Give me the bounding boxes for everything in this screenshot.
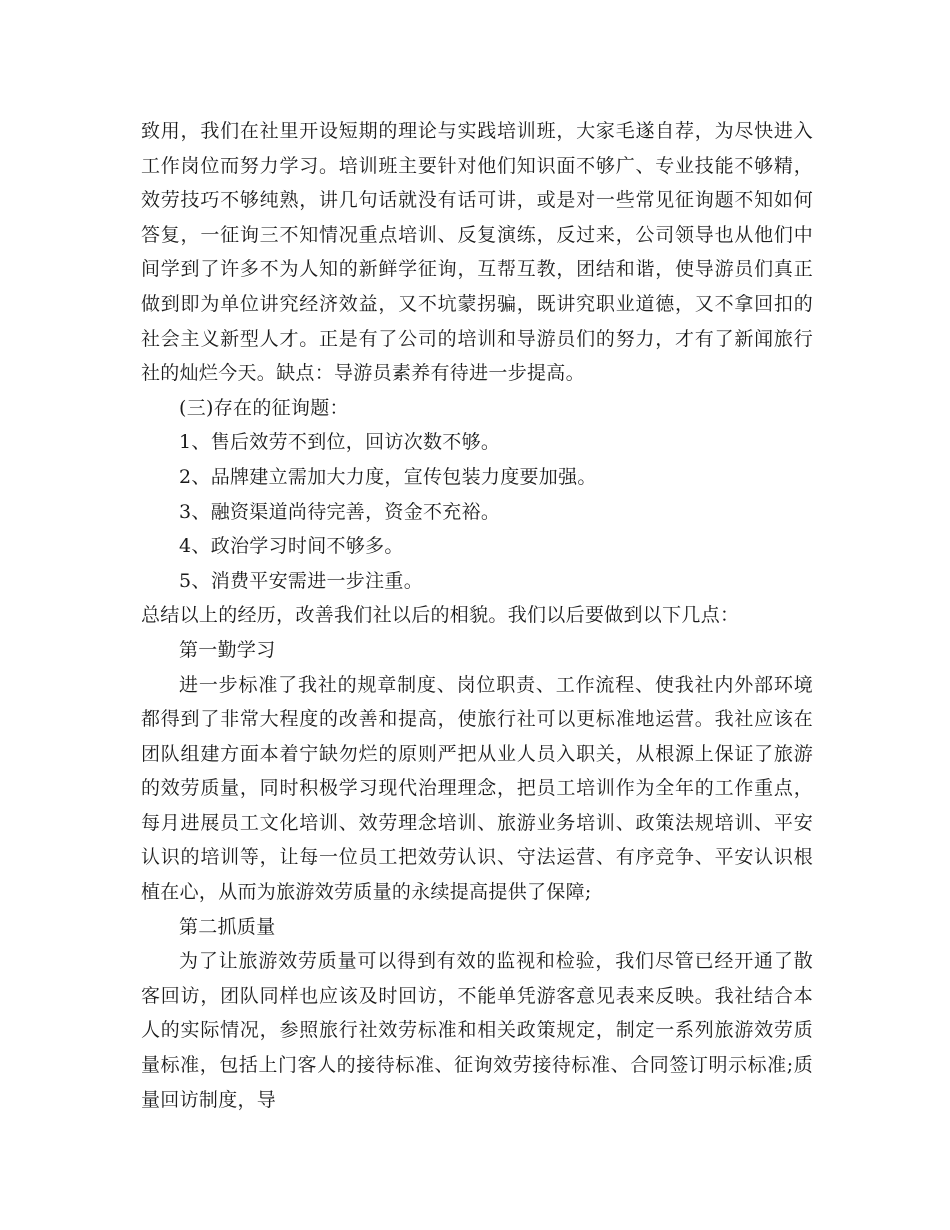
paragraph-study: 进一步标准了我社的规章制度、岗位职责、工作流程、使我社内外部环境都得到了非常大程度的改善和提高，使旅行社可以更标准地运营。我社应该在团队组建方面本着宁缺勿烂的原则严把从业人员入职关，从根源上保证了旅游的效劳质量，同时积极学习现代治理理念，把员工培训作为全年的工作重点，每月进展员工文化培训、效劳理念培训、旅游业务培训、政策法规培训、平安认识的培训等，让每一位员工把效劳认识、守法运营、有序竞争、平安认识根植在心，从而为旅游效劳质量的永续提高提供了保障; — [141, 673, 813, 904]
list-item-3: 3、融资渠道尚待完善，资金不充裕。 — [179, 500, 501, 523]
document-body — [141, 114, 813, 1117]
heading-quality: 第二抓质量 — [179, 915, 276, 938]
list-item-5: 5、消费平安需进一步注重。 — [179, 569, 423, 592]
list-item-2: 2、品牌建立需加大力度，宣传包装力度要加强。 — [179, 465, 597, 488]
paragraph-intro: 致用，我们在社里开设短期的理论与实践培训班，大家毛遂自荐，为尽快进入工作岗位而努力学习。培训班主要针对他们知识面不够广、专业技能不够精，效劳技巧不够纯熟，讲几句话就没有话可讲，或是对一些常见征询题不知如何答复，一征询三不知情况重点培训、反复演练，反过来，公司领导也从他们中间学到了许多不为人知的新鲜学征询，互帮互教，团结和谐，使导游员们真正做到即为单位讲究经济效益，又不坑蒙拐骗，既讲究职业道德，又不拿回扣的社会主义新型人才。正是有了公司的培训和导游员们的努力，才有了新闻旅行社的灿烂今天。缺点：导游员素养有待进一步提高。 — [141, 120, 813, 385]
list-item-1: 1、售后效劳不到位，回访次数不够。 — [179, 431, 501, 454]
paragraph-quality: 为了让旅游效劳质量可以得到有效的监视和检验，我们尽管已经开通了散客回访，团队同样也应该及时回访，不能单凭游客意见表来反映。我社结合本人的实际情况，参照旅行社效劳标准和相关政策规定，制定一系列旅游效劳质量标准，包括上门客人的接待标准、征询效劳接待标准、合同签订明示标准;质量回访制度，导 — [141, 950, 813, 1111]
section-heading-problems: (三)存在的征询题： — [179, 396, 349, 419]
paragraph-summary: 总结以上的经历，改善我们社以后的相貌。我们以后要做到以下几点： — [141, 604, 740, 627]
list-item-4: 4、政治学习时间不够多。 — [179, 535, 404, 558]
heading-diligent-study: 第一勤学习 — [179, 638, 276, 661]
